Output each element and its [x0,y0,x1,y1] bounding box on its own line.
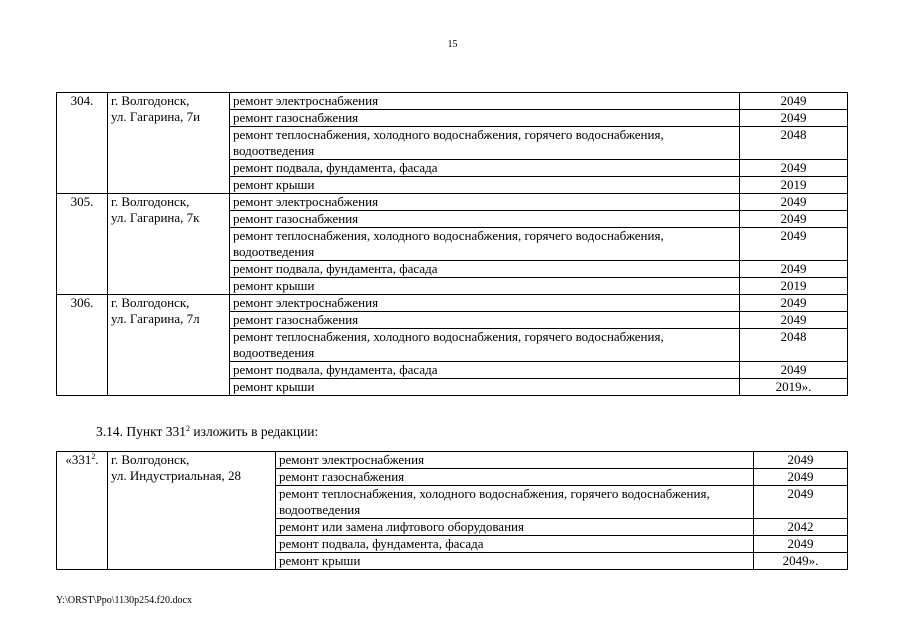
work-type: ремонт или замена лифтового оборудования [276,519,754,536]
item-number-text: 306. [70,295,94,310]
work-type: ремонт электроснабжения [230,295,740,312]
item-number [57,194,108,295]
work-type: ремонт крыши [230,379,740,396]
item-number-text: 304. [70,93,94,108]
item-number-superscript: 2 [91,452,96,461]
work-year: 2049 [740,362,848,379]
work-year: 2019 [740,278,848,295]
work-type: ремонт крыши [230,177,740,194]
footer-file-path: Y:\ORST\Ppo\1130p254.f20.docx [56,595,192,606]
work-year: 2019 [740,177,848,194]
work-type: ремонт подвала, фундамента, фасада [230,261,740,278]
address-line: ул. Индустриальная, 28 [111,468,241,483]
work-year: 2049 [740,211,848,228]
address-line: ул. Гагарина, 7к [111,210,200,225]
address-line: ул. Гагарина, 7и [111,109,201,124]
work-type: ремонт теплоснабжения, холодного водоснабжения, горячего водоснабжения, водоотведения [230,329,740,362]
work-year: 2049 [740,228,848,261]
amended-item-table [56,451,848,570]
item-number-suffix: . [95,452,99,467]
work-type: ремонт крыши [230,278,740,295]
work-type: ремонт подвала, фундамента, фасада [230,160,740,177]
work-year: 2048 [740,329,848,362]
work-year: 2049 [754,486,848,519]
address-line: г. Волгодонск, [111,194,190,209]
work-type: ремонт газоснабжения [230,211,740,228]
work-type: ремонт газоснабжения [230,312,740,329]
work-year: 2019». [740,379,848,396]
address-cell [108,295,230,396]
address-line: г. Волгодонск, [111,452,190,467]
section-heading-superscript: 2 [186,424,191,433]
work-year: 2049 [754,469,848,486]
table-row [57,295,848,312]
work-type: ремонт газоснабжения [276,469,754,486]
work-year: 2049 [740,160,848,177]
work-type: ремонт электроснабжения [276,452,754,469]
work-type: ремонт газоснабжения [230,110,740,127]
address-line: ул. Гагарина, 7л [111,311,200,326]
work-year: 2049 [740,312,848,329]
address-cell [108,93,230,194]
repair-schedule-table [56,92,848,396]
item-number [57,93,108,194]
item-number-text: 305. [70,194,94,209]
work-year: 2049». [754,553,848,570]
work-year: 2049 [740,194,848,211]
work-year: 2042 [754,519,848,536]
work-type: ремонт теплоснабжения, холодного водоснабжения, горячего водоснабжения, водоотведения [230,127,740,160]
work-year: 2049 [740,93,848,110]
item-number-text: «331 [65,452,92,467]
work-year: 2048 [740,127,848,160]
table-row [57,93,848,110]
work-type: ремонт подвала, фундамента, фасада [276,536,754,553]
work-type: ремонт теплоснабжения, холодного водоснабжения, горячего водоснабжения, водоотведения [276,486,754,519]
work-type: ремонт электроснабжения [230,93,740,110]
work-type: ремонт подвала, фундамента, фасада [230,362,740,379]
address-cell [108,194,230,295]
address-cell [108,452,276,570]
work-year: 2049 [754,536,848,553]
address-line: г. Волгодонск, [111,93,190,108]
table-row [57,194,848,211]
table-row [57,452,848,469]
page-number: 15 [447,39,458,50]
section-heading-suffix: изложить в редакции: [190,424,319,439]
work-year: 2049 [740,261,848,278]
section-heading [96,424,318,440]
work-year: 2049 [740,295,848,312]
work-type: ремонт электроснабжения [230,194,740,211]
section-heading-prefix: 3.14. Пункт 331 [96,424,187,439]
address-line: г. Волгодонск, [111,295,190,310]
work-type: ремонт теплоснабжения, холодного водоснабжения, горячего водоснабжения, водоотведения [230,228,740,261]
work-year: 2049 [740,110,848,127]
item-number [57,452,108,570]
item-number [57,295,108,396]
work-year: 2049 [754,452,848,469]
work-type: ремонт крыши [276,553,754,570]
